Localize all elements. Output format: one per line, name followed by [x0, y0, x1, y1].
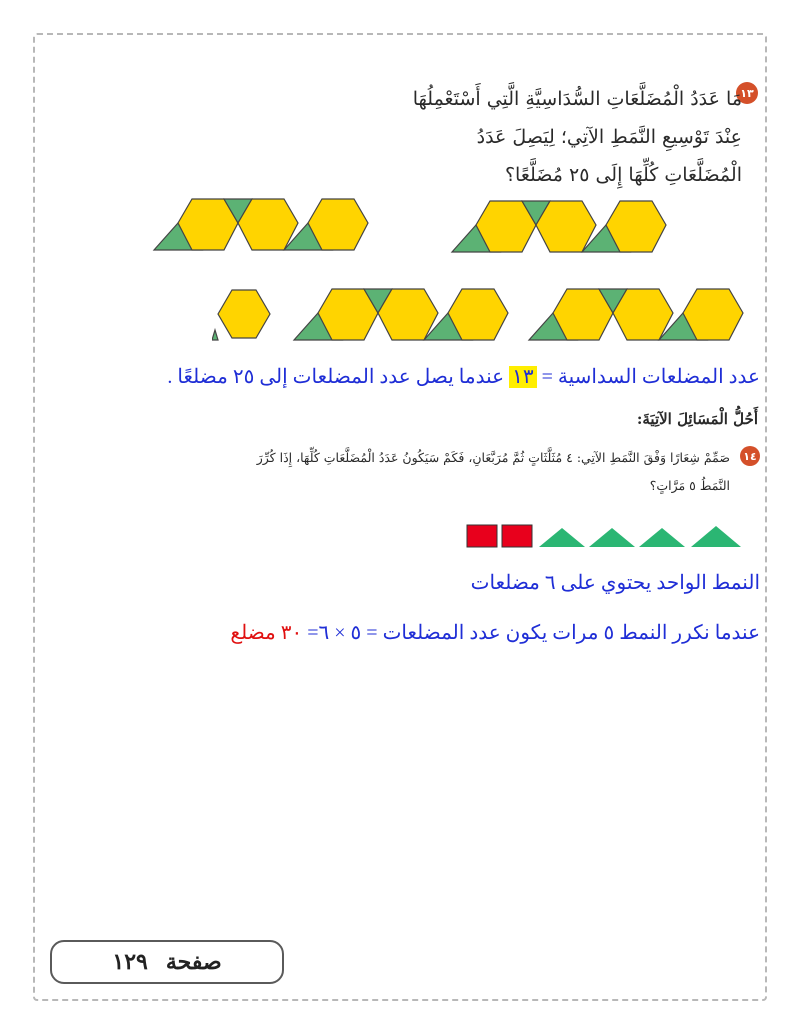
hexagon-shape [238, 199, 298, 250]
pattern-group-2 [452, 201, 666, 252]
answer-14-line-2 [230, 620, 760, 645]
hexagon-shape [218, 290, 270, 338]
triangle-shape [589, 528, 635, 547]
answer-13-highlight: ١٣ [509, 366, 536, 388]
question-14-line-1: صَمِّمْ شِعَارًا وَفْقَ النَّمَطِ الآتِي: ٤ مُثَلَّثَاتٍ ثُمَّ مُرَبَّعَانِ، فَكَمْ سَيَكُونُ عَدَدُ الْمُضَلَّعَاتِ كُلِّهَا، إِذَا كُرِّرَ [256, 450, 730, 465]
triangle-shape [212, 330, 218, 340]
answer-13 [167, 364, 760, 389]
question-13-badge: ١٣ [736, 82, 758, 104]
answer-14-result: ٣٠ مضلع [230, 622, 303, 644]
question-13-line-3: الْمُضَلَّعَاتِ كُلِّهَا إِلَى ٢٥ مُضَلَّعًا؟ [504, 164, 742, 186]
hexagon-pattern-row-1 [150, 195, 670, 255]
question-14-line-2: النَّمَطُ ٥ مَرَّاتٍ؟ [649, 478, 730, 493]
section-heading: أَحُلُّ الْمَسَائِلَ الآتِيَةَ: [636, 410, 758, 428]
square-shape [467, 525, 497, 547]
answer-14-equation: عندما نكرر النمط ٥ مرات يكون عدد المضلعات = ٥ × ٦= [307, 622, 760, 644]
hexagon-pattern-row-2 [212, 282, 752, 344]
triangle-shape [539, 528, 585, 547]
page-label: صفحة [165, 949, 222, 975]
question-13-line-2: عِنْدَ تَوْسِيعِ النَّمَطِ الآتِي؛ لِيَصِلَ عَدَدُ [476, 126, 742, 148]
answer-13-after: عندما يصل عدد المضلعات إلى ٢٥ مضلعًا . [167, 366, 505, 388]
question-14-text [90, 444, 730, 500]
pattern-group-3 [294, 289, 508, 340]
hexagon-shape [378, 289, 438, 340]
square-shape [502, 525, 532, 547]
page-number: ١٢٩ [112, 949, 148, 975]
triangle-shape [639, 528, 685, 547]
triangle-shape [691, 526, 741, 547]
page-number-box [50, 940, 284, 984]
pattern-group-1 [154, 199, 368, 250]
answer-14-line-1: النمط الواحد يحتوي على ٦ مضلعات [470, 572, 760, 594]
question-13-line-1: مَا عَدَدُ الْمُضَلَّعَاتِ السُّدَاسِيَّةِ الَّتِي أَسْتَعْمِلُهَا [412, 88, 742, 110]
question-13-text [222, 80, 742, 194]
answer-13-before: عدد المضلعات السداسية = [541, 366, 760, 388]
pattern-group-4 [529, 289, 743, 340]
square-triangle-pattern [465, 520, 747, 550]
hexagon-shape [613, 289, 673, 340]
hexagon-shape [536, 201, 596, 252]
question-14-badge: ١٤ [740, 446, 760, 466]
